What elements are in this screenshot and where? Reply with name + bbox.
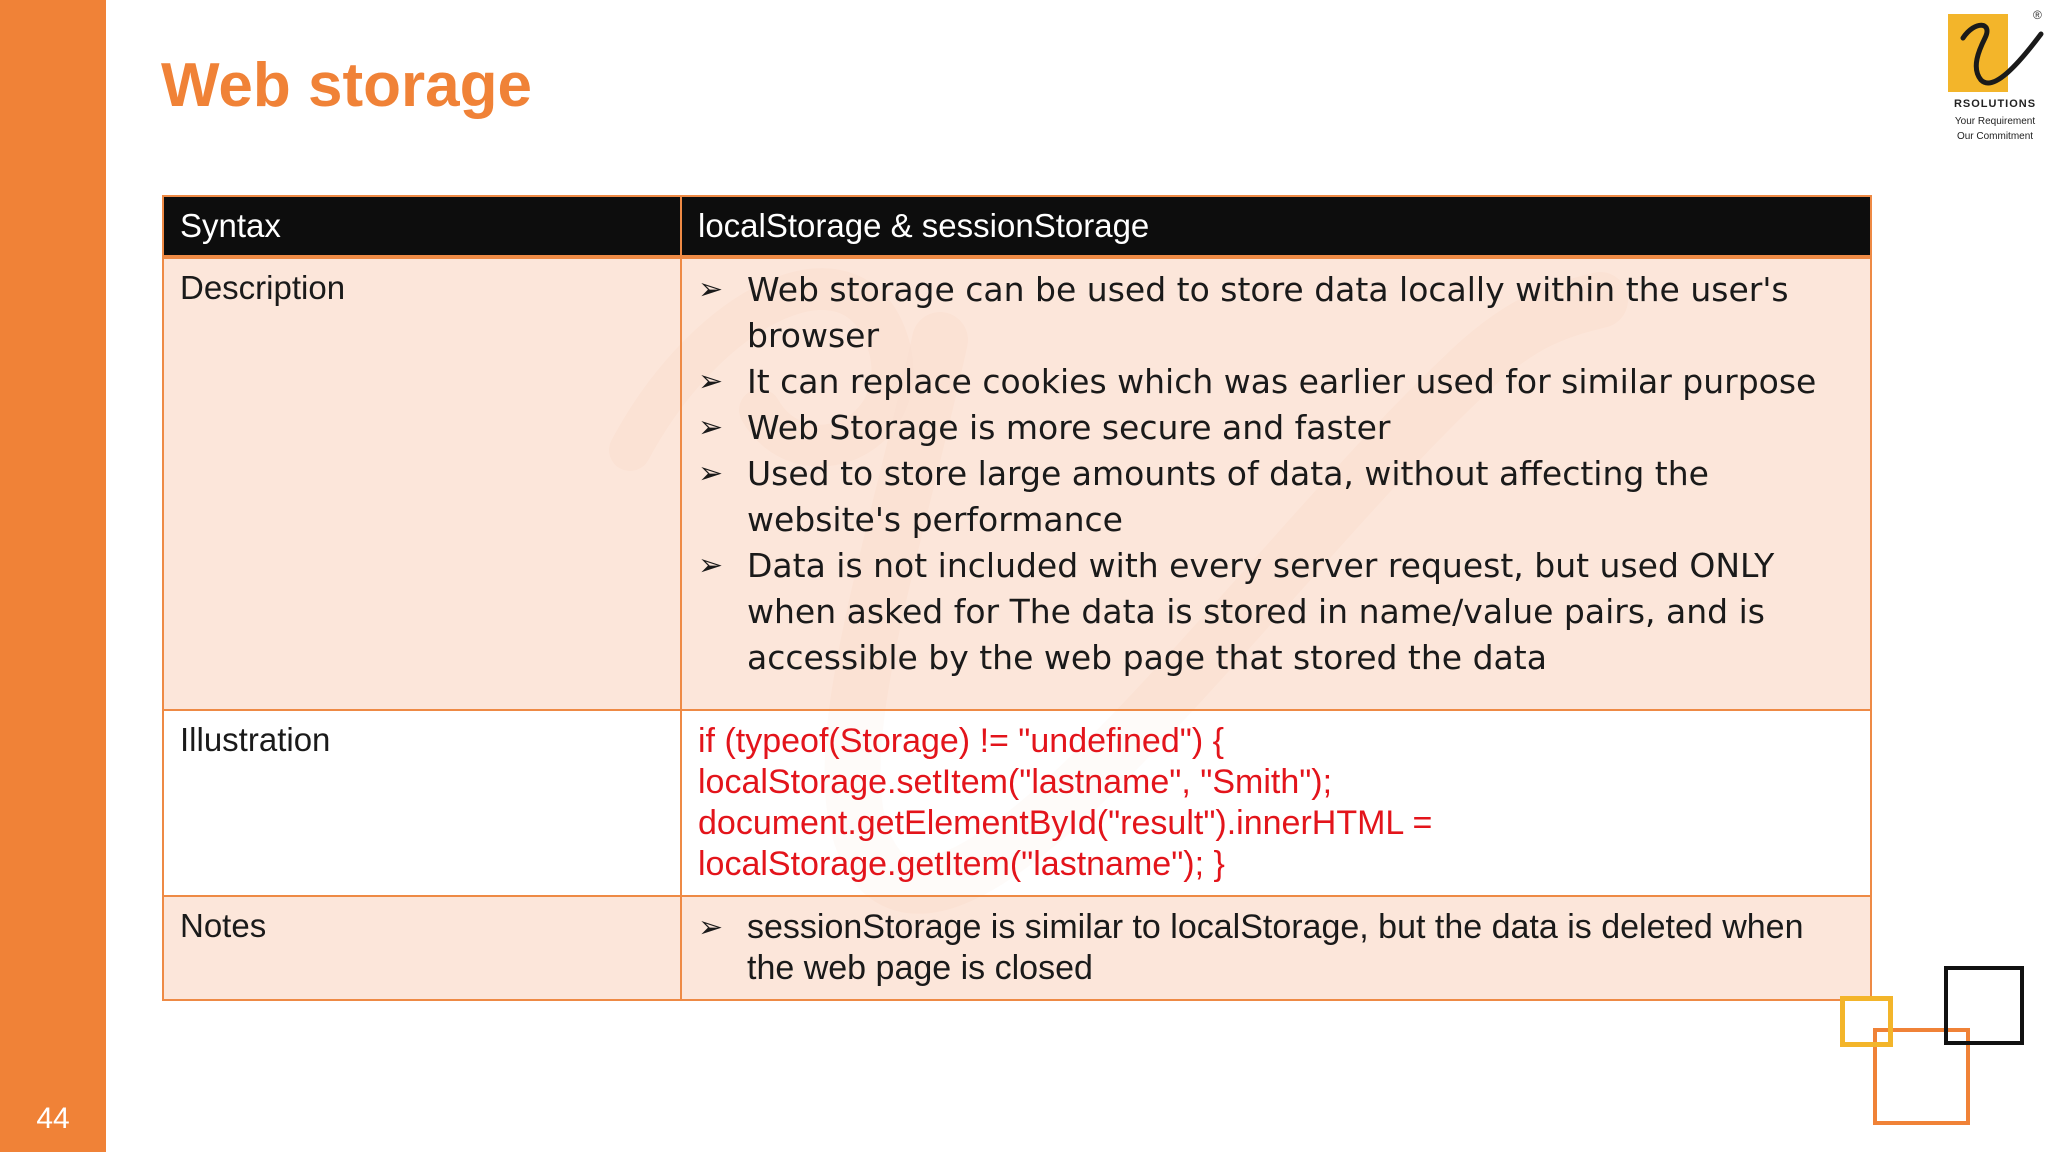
list-item xyxy=(698,543,1854,681)
notes-row xyxy=(163,896,1871,1000)
table-header-row xyxy=(163,196,1871,257)
code-line: localStorage.getItem("lastname"); } xyxy=(698,845,1225,883)
arrow-bullet-icon: ➢ xyxy=(698,272,724,307)
deco-square-yellow xyxy=(1840,996,1893,1047)
list-item xyxy=(698,405,1854,451)
illustration-row xyxy=(163,710,1871,896)
company-logo xyxy=(1945,8,2045,148)
description-row xyxy=(163,257,1871,710)
registered-mark: ® xyxy=(2033,8,2042,22)
list-item xyxy=(698,359,1854,405)
code-line: localStorage.setItem("lastname", "Smith"); xyxy=(698,763,1333,801)
left-accent-bar xyxy=(0,0,106,1152)
logo-brand: RSOLUTIONS xyxy=(1953,98,2037,110)
description-list xyxy=(698,267,1854,681)
arrow-bullet-icon: ➢ xyxy=(698,911,724,944)
arrow-bullet-icon: ➢ xyxy=(698,456,724,491)
logo-tagline: Your Requirement xyxy=(1954,116,2036,127)
arrow-bullet-icon: ➢ xyxy=(698,548,724,583)
code-line: if (typeof(Storage) != "undefined") { xyxy=(698,722,1224,760)
header-label: Syntax xyxy=(163,196,681,257)
deco-square-black xyxy=(1944,966,2024,1045)
arrow-bullet-icon: ➢ xyxy=(698,364,724,399)
logo-tagline: Our Commitment xyxy=(1956,131,2034,142)
arrow-bullet-icon: ➢ xyxy=(698,410,724,445)
header-value: localStorage & sessionStorage xyxy=(681,196,1871,257)
notes-cell xyxy=(681,896,1871,1000)
list-item-text: Used to store large amounts of data, without affecting the website's performance xyxy=(747,454,1709,539)
description-cell xyxy=(681,257,1871,710)
list-item xyxy=(698,451,1854,543)
list-item-text: Web storage can be used to store data locally within the user's browser xyxy=(747,270,1789,355)
logo-swoosh-icon xyxy=(1945,8,2045,98)
list-item-text: It can replace cookies which was earlier used for similar purpose xyxy=(747,362,1817,401)
storage-table xyxy=(162,195,1872,1001)
slide-title: Web storage xyxy=(161,51,532,120)
page-number: 44 xyxy=(36,1102,70,1135)
illustration-cell xyxy=(681,710,1871,896)
list-item xyxy=(698,267,1854,359)
description-label: Description xyxy=(163,257,681,710)
list-item-text: Data is not included with every server request, but used ONLY when asked for The data is stored in name/value pairs, and is accessible by the web page that stored the data xyxy=(747,546,1775,677)
list-item-text: sessionStorage is similar to localStorage, but the data is deleted when the web page is closed xyxy=(747,908,1804,987)
notes-label: Notes xyxy=(163,896,681,1000)
list-item-text: Web Storage is more secure and faster xyxy=(747,408,1391,447)
code-line: document.getElementById("result").innerHTML = xyxy=(698,804,1433,842)
illustration-label: Illustration xyxy=(163,710,681,896)
notes-list xyxy=(698,907,1854,989)
list-item xyxy=(698,907,1854,989)
